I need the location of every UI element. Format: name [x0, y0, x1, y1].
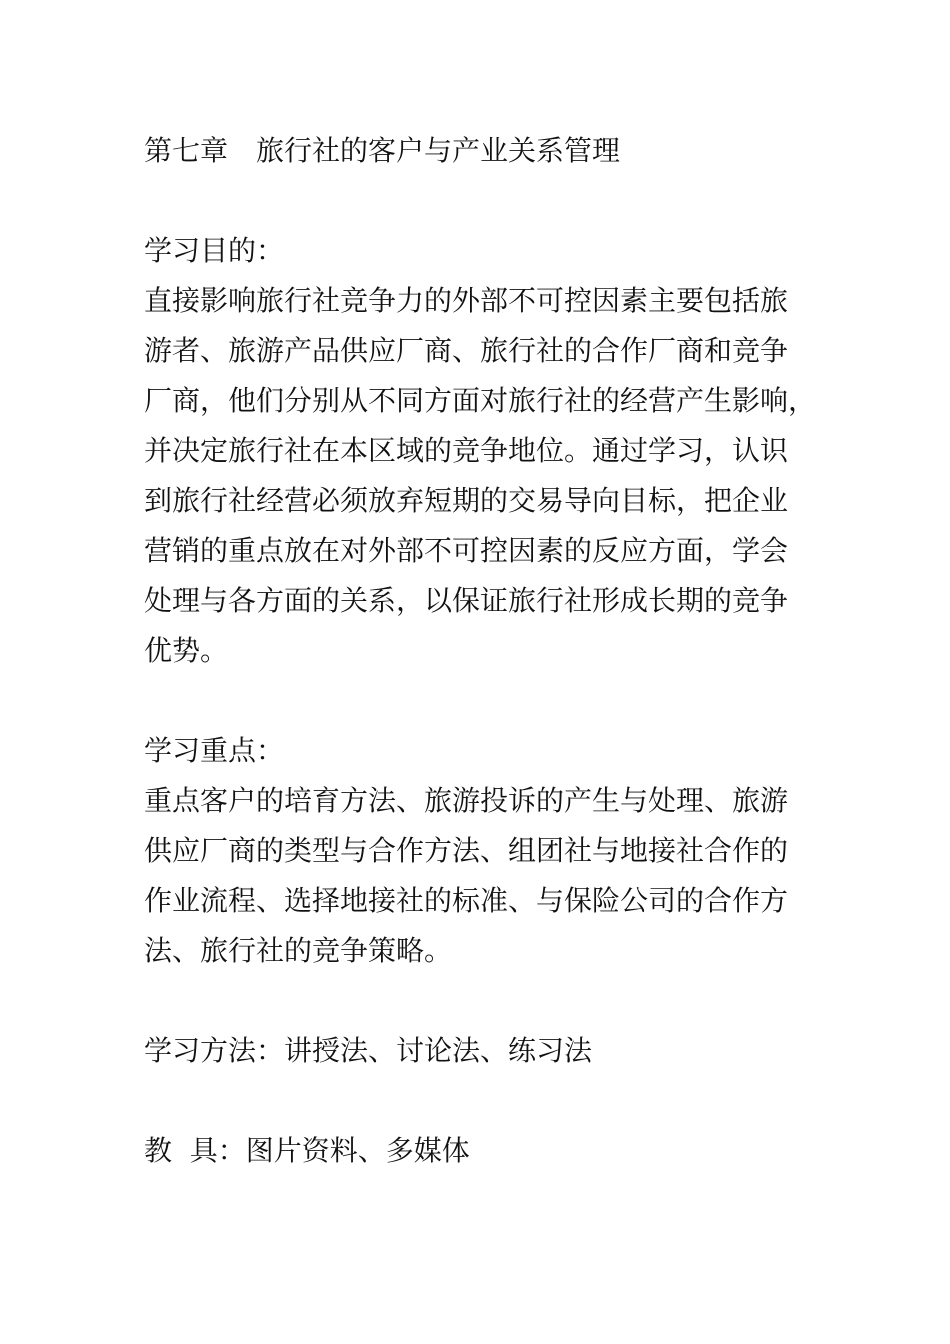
- key-points-line: 法、旅行社的竞争策略。: [144, 934, 453, 967]
- objectives-line: 厂商，他们分别从不同方面对旅行社的经营产生影响，: [144, 384, 817, 417]
- chapter-title: 第七章 旅行社的客户与产业关系管理: [144, 134, 621, 167]
- objectives-line: 并决定旅行社在本区域的竞争地位。通过学习，认识: [144, 434, 789, 467]
- key-points-line: 供应厂商的类型与合作方法、组团社与地接社合作的: [144, 834, 789, 867]
- key-points-line: 作业流程、选择地接社的标准、与保险公司的合作方: [144, 884, 789, 917]
- objectives-line: 优势。: [144, 634, 229, 667]
- spacer: [144, 176, 834, 226]
- spacer: [144, 1076, 834, 1126]
- objectives-line: 直接影响旅行社竞争力的外部不可控因素主要包括旅: [144, 284, 789, 317]
- objectives-line: 处理与各方面的关系，以保证旅行社形成长期的竞争: [144, 584, 789, 617]
- key-points-heading: 学习重点：: [144, 734, 285, 767]
- objectives-line: 到旅行社经营必须放弃短期的交易导向目标，把企业: [144, 484, 789, 517]
- methods-line: 学习方法：讲授法、讨论法、练习法: [144, 1034, 593, 1067]
- document-page: [144, 126, 834, 1176]
- objectives-line: 营销的重点放在对外部不可控因素的反应方面，学会: [144, 534, 789, 567]
- tools-line: 教 具：图片资料、多媒体: [144, 1134, 470, 1167]
- spacer: [144, 676, 834, 726]
- objectives-heading: 学习目的：: [144, 234, 285, 267]
- objectives-line: 游者、旅游产品供应厂商、旅行社的合作厂商和竞争: [144, 334, 789, 367]
- spacer: [144, 976, 834, 1026]
- key-points-line: 重点客户的培育方法、旅游投诉的产生与处理、旅游: [144, 784, 789, 817]
- objectives-paragraph: [144, 276, 834, 676]
- key-points-paragraph: [144, 776, 834, 976]
